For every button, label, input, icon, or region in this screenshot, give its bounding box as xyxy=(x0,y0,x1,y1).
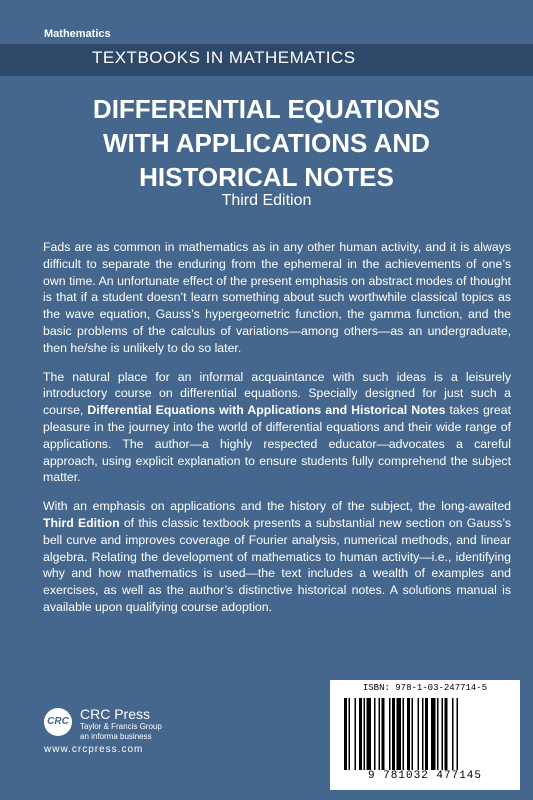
barcode-digits: 9 781032 477145 xyxy=(367,770,483,782)
crc-logo-icon: CRC xyxy=(44,708,72,736)
publisher-url: www.crcpress.com xyxy=(44,744,144,755)
blurb-paragraph-3: With an emphasis on applications and the history of the subject, the long-awaited Third Edition of this classic textbook presents a substantial new section on Gauss’s bell curve and improves coverage of Fourier analysis, numerical methods, and linear algebra. Relating the development of mathematics to human activity—i.e., identifying why and how mathematics is used—the text includes a wealth of examples and exercises, as well as the author’s distinctive historical notes. A solutions manual is available upon qualifying course adoption. xyxy=(43,499,511,614)
publisher-name: CRC Press xyxy=(80,706,151,722)
back-cover-blurb xyxy=(43,239,511,628)
title-line-1: DIFFERENTIAL EQUATIONS xyxy=(92,94,441,124)
barcode-block xyxy=(330,680,520,790)
isbn-label: ISBN: 978-1-03-247714-5 xyxy=(362,683,488,693)
title-line-2: WITH APPLICATIONS AND xyxy=(103,128,430,158)
publisher-block xyxy=(44,700,284,770)
edition-inline: Third Edition xyxy=(43,515,120,530)
series-title: TEXTBOOKS IN MATHEMATICS xyxy=(92,48,356,67)
publisher-group: Taylor & Francis Group xyxy=(80,722,162,731)
blurb-paragraph-1: Fads are as common in mathematics as in any other human activity, and it is always difficult to separate the enduring from the ephemeral in the achievements of one’s own time. An unfortunate effect of the present emphasis on abstract modes of thought is that if a student doesn’t learn something about such worthwhile classical topics as the wave equation, Gauss’s hypergeometric function, the gamma function, and the basic problems of the calculus of variations—among others—as an undergraduate, then he/she is unlikely to do so later. xyxy=(43,240,511,355)
book-title xyxy=(0,92,533,194)
book-title-inline: Differential Equations with Applications and Historical Notes xyxy=(87,403,446,418)
blurb-paragraph-2: The natural place for an informal acquaintance with such ideas is a leisurely introductory course on differential equations. Specially designed for just such a course, Differential Equations with Applications and Historical Notes takes great pleasure in the journey into the world of differential equations and their wide range of applications. The author—a highly respected educator—advocates a careful approach, using explicit explanation to ensure students fully comprehend the subject matter. xyxy=(43,369,511,485)
barcode-icon xyxy=(344,698,506,770)
publisher-business: an informa business xyxy=(80,732,152,741)
title-line-3: HISTORICAL NOTES xyxy=(139,162,394,192)
edition-label: Third Edition xyxy=(221,192,312,209)
category-label: Mathematics xyxy=(44,28,111,40)
